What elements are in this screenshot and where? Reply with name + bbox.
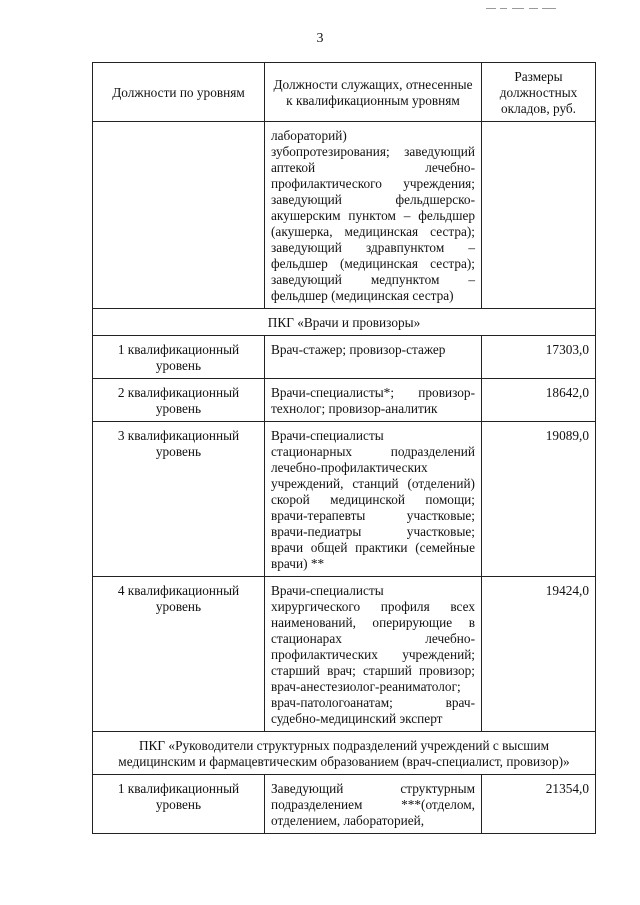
position-line: акушерским пунктом – фельдшер — [271, 208, 475, 223]
header-salary — [482, 63, 596, 122]
header-positions-text: Должности служащих, отнесенные к квалификационным уровням — [273, 77, 473, 108]
cell-level: 2 квалификационный уровень — [93, 379, 265, 422]
cell-level: 1 квалификационный уровень — [93, 336, 265, 379]
group-header-row — [93, 732, 596, 775]
position-line: Врачи-специалисты — [271, 583, 384, 598]
position-line: подразделением ***(отделом, — [271, 797, 475, 812]
position-line: судебно-медицинский эксперт — [271, 711, 443, 726]
position-line: стационарных подразделений — [271, 444, 475, 459]
position-line: врач-анестезиолог-реаниматолог; — [271, 679, 461, 694]
table-row — [93, 577, 596, 732]
position-line: врачи-педиатры участковые; — [271, 524, 475, 539]
position-line: врач-патологоанатам; врач- — [271, 695, 475, 710]
cell-positions — [265, 336, 482, 379]
position-line: (акушерка, медицинская сестра); — [271, 224, 475, 239]
position-line: хирургического профиля всех — [271, 599, 475, 614]
cell-level: 3 квалификационный уровень — [93, 422, 265, 577]
table-row — [93, 379, 596, 422]
position-line: врачи-терапевты участковые; — [271, 508, 475, 523]
position-line: стационарах лечебно- — [271, 631, 475, 646]
position-line: Врач-стажер; провизор-стажер — [271, 342, 446, 357]
scan-mark — [486, 6, 560, 12]
table-row — [93, 422, 596, 577]
position-line: профилактических учреждений; — [271, 647, 475, 662]
position-line: отделением, лабораторией, — [271, 813, 425, 828]
cell-level: 4 квалификационный уровень — [93, 577, 265, 732]
header-level — [93, 63, 265, 122]
cell-positions — [265, 775, 482, 834]
page-number: 3 — [316, 31, 324, 46]
position-line: врачи) ** — [271, 556, 325, 571]
cell-positions — [265, 577, 482, 732]
salary-table — [92, 62, 596, 834]
cell-salary-empty — [482, 122, 596, 309]
position-line: лечебно-профилактических — [271, 460, 428, 475]
position-line: Врачи-специалисты*; провизор- — [271, 385, 475, 400]
position-line: зубопротезирования; заведующий — [271, 144, 475, 159]
table-row — [93, 775, 596, 834]
cell-positions — [265, 122, 482, 309]
cell-salary: 19089,0 — [482, 422, 596, 577]
cell-salary: 17303,0 — [482, 336, 596, 379]
position-line: технолог; провизор-аналитик — [271, 401, 438, 416]
position-line: Врачи-специалисты — [271, 428, 384, 443]
position-line: старший врач; старший провизор; — [271, 663, 475, 678]
table-row — [93, 336, 596, 379]
group-header-row — [93, 309, 596, 336]
position-line: профилактического учреждения; — [271, 176, 475, 191]
cell-positions — [265, 422, 482, 577]
position-line: заведующий здравпунктом – — [271, 240, 475, 255]
cell-positions — [265, 379, 482, 422]
table-header-row — [93, 63, 596, 122]
position-line: заведующий фельдшерско- — [271, 192, 475, 207]
position-line: аптекой лечебно- — [271, 160, 475, 175]
position-line: врачи общей практики (семейные — [271, 540, 475, 555]
header-positions — [265, 63, 482, 122]
group-title-heads: ПКГ «Руководители структурных подразделений учреждений с высшим медицинским и фармацевтическим образованием (врач-специалист, провизор)» — [93, 732, 596, 775]
header-salary-text: Размеры должностных окладов, руб. — [499, 69, 578, 116]
position-line: заведующий медпунктом – — [271, 272, 475, 287]
table-row-continued — [93, 122, 596, 309]
position-line: фельдшер (медицинская сестра) — [271, 288, 454, 303]
position-line: фельдшер (медицинская сестра); — [271, 256, 475, 271]
cell-salary: 18642,0 — [482, 379, 596, 422]
cell-level: 1 квалификационный уровень — [93, 775, 265, 834]
position-line: Заведующий структурным — [271, 781, 475, 796]
cell-level-empty — [93, 122, 265, 309]
group-title-doctors: ПКГ «Врачи и провизоры» — [93, 309, 596, 336]
position-line: учреждений, станций (отделений) — [271, 476, 475, 491]
position-line: лабораторий) — [271, 128, 347, 143]
position-line: наименований, оперирующие в — [271, 615, 475, 630]
cell-salary: 21354,0 — [482, 775, 596, 834]
position-line: скорой медицинской помощи; — [271, 492, 475, 507]
cell-salary: 19424,0 — [482, 577, 596, 732]
header-level-text: Должности по уровням — [112, 85, 245, 100]
